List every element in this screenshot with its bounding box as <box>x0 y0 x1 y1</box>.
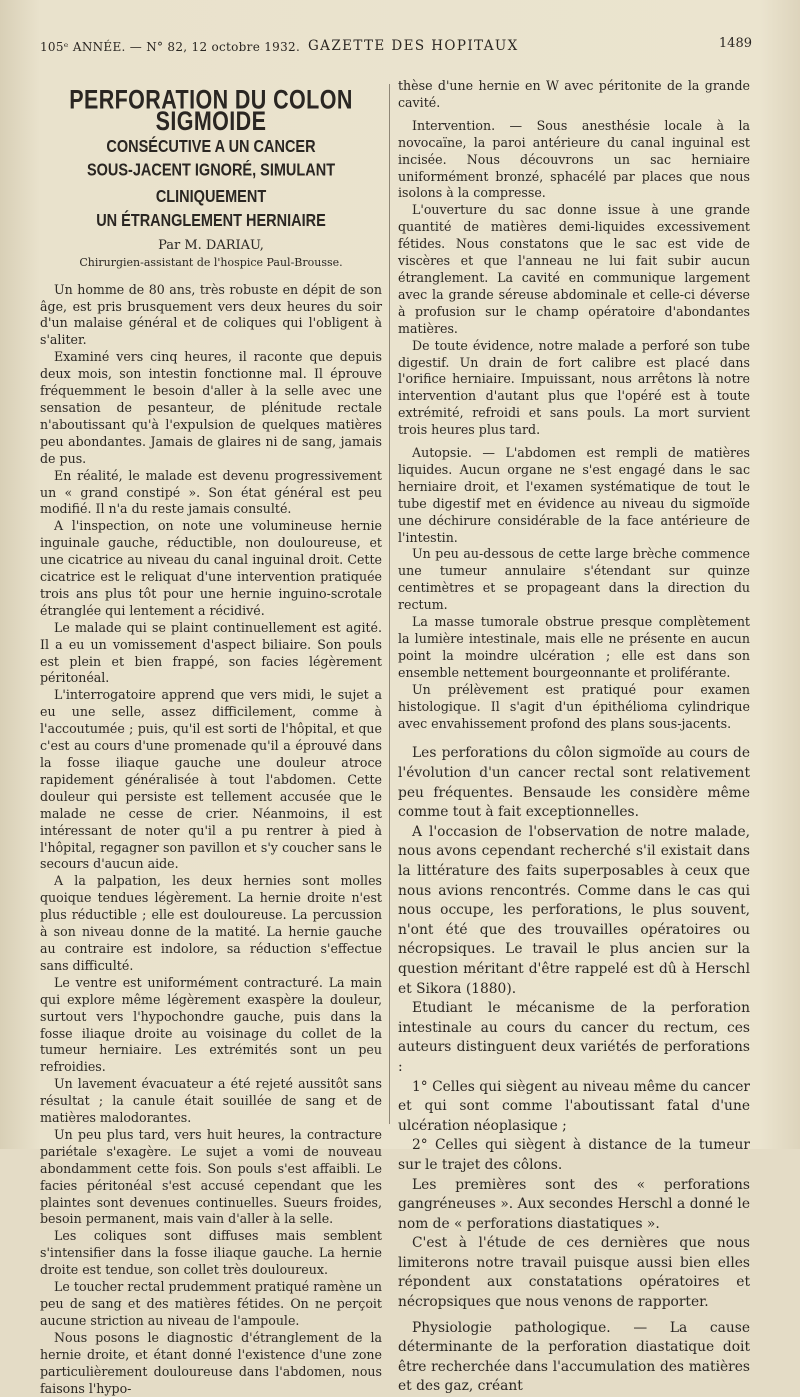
paragraph: Etudiant le mécanisme de la perforation intestinale au cours du cancer du rectum, ces auteurs distinguent deux variétés de perforations : <box>398 1000 750 1075</box>
paragraph: 2° Celles qui siègent à distance de la tumeur sur le trajet des côlons. <box>398 1137 750 1173</box>
paragraph: Nous posons le diagnostic d'étranglement de la hernie droite, et étant donné l'existence d'une zone particulièrement douloureuse dans l'abdomen, nous faisons l'hypo- <box>40 1329 382 1396</box>
paragraph: Intervention. — Sous anesthésie locale à la novocaïne, la paroi antérieure du canal inguinal est incisée. Nous découvrons un sac herniaire uniformément bronzé, sphacélé par places que nous isolons à la compresse. <box>398 117 750 201</box>
paragraph: C'est à l'étude de ces dernières que nous limiterons notre travail puisque aussi bien elles répondent aux constatations opératoires et nécropsiques que nous venons de rapporter. <box>398 1235 750 1311</box>
journal-name: GAZETTE DES HOPITAUX <box>308 38 519 54</box>
paragraph: Examiné vers cinq heures, il raconte que depuis deux mois, son intestin fonctionne mal. Il éprouve fréquemment le besoin d'aller à la selle avec une sensation de pesanteur, de plénitude rectale n'aboutissant qu'à l'expulsion de quelques matières peu abondantes. Jamais de glaires ni de sang, jamais de pus. <box>40 349 382 466</box>
paragraph: A la palpation, les deux hernies sont molles quoique tendues légèrement. La hernie droite n'est plus réductible ; elle est douloureuse. La percussion à son niveau donne de la matité. La hernie gauche au contraire est indolore, sa réduction s'effectue sans difficulté. <box>40 873 382 973</box>
paragraph: A l'occasion de l'observation de notre malade, nous avons cependant recherché s'il existait dans la littérature des faits superposables à ceux que nous avions rencontrés. Comme dans le cas qui nous occupe, les perforations, le plus souvent, n'ont été que des trouvailles opératoires ou nécropsiques. Le travail le plus ancien sur la question méritant d'être rappelé est dû à Herschl et Sikora (1880). <box>398 823 750 997</box>
right-column <box>398 78 750 1397</box>
paragraph: 1° Celles qui siègent au niveau même du cancer et qui sont comme l'aboutissant fatal d'une ulcération néoplasique ; <box>398 1078 750 1134</box>
article-subtitle-1: CONSÉCUTIVE A UN CANCER <box>106 137 316 157</box>
column-divider <box>389 84 390 1124</box>
article-subtitle-3: UN ÉTRANGLEMENT HERNIAIRE <box>96 211 326 231</box>
paragraph: Le ventre est uniformément contracturé. La main qui explore même légèrement exaspère la douleur, surtout vers l'hypochondre gauche, puis dans la fosse iliaque droite au voisinage du collet de la tumeur herniaire. Les extrémités sont un peu refroidies. <box>40 974 382 1075</box>
paragraph: La masse tumorale obstrue presque complètement la lumière intestinale, mais elle ne présente en aucun point la moindre ulcération ; elle est dans son ensemble nettement bourgeonnante et proliférante. <box>398 614 750 680</box>
paragraph: De toute évidence, notre malade a perforé son tube digestif. Un drain de fort calibre est placé dans l'orifice herniaire. Impuissant, nous arrêtons là notre intervention d'autant plus que l'opéré est à toute extrémité, refroidi et sans pouls. La mort survient trois heures plus tard. <box>398 337 750 438</box>
paragraph: L'ouverture du sac donne issue à une grande quantité de matières demi-liquides excessivement fétides. Nous constatons que le sac est vide de viscères et que l'anneau ne lui fait subir aucun étranglement. La cavité en communique largement avec la grande séreuse abdominale et celle-ci déverse à profusion sur le champ opératoire d'abondantes matières. <box>398 202 750 336</box>
paragraph: Les coliques sont diffuses mais semblent s'intensifier dans la fosse iliaque gauche. La hernie droite est tendue, son collet très douloureux. <box>40 1228 382 1278</box>
paragraph: Un lavement évacuateur a été rejeté aussitôt sans résultat ; la canule était souillée de sang et de matières malodorantes. <box>40 1076 382 1126</box>
author-affiliation: Chirurgien-assistant de l'hospice Paul-Brousse. <box>79 255 343 269</box>
issue-line: 105ᵉ ANNÉE. — N° 82, 12 octobre 1932. <box>40 40 301 54</box>
paragraph: Un homme de 80 ans, très robuste en dépit de son âge, est pris brusquement vers deux heures du soir d'un malaise général et de coliques qui l'obligent à s'aliter. <box>40 281 382 348</box>
paragraph: Les premières sont des « perforations gangréneuses ». Aux secondes Herschl a donné le nom de « perforations diastatiques ». <box>398 1176 750 1232</box>
paragraph: Un peu plus tard, vers huit heures, la contracture pariétale s'exagère. Le sujet a vomi de nouveau abondamment cette fois. Son pouls s'est affaibli. Le facies péritonéal s'est accusé cependant que les plaintes sont devenues continuelles. Sueurs froides, besoin permanent, mais vain d'aller à la selle. <box>40 1126 382 1227</box>
left-column <box>40 86 382 1397</box>
paragraph: thèse d'une hernie en W avec péritonite de la grande cavité. <box>398 78 750 110</box>
article-subtitle-2: SOUS-JACENT IGNORÉ, SIMULANT CLINIQUEMENT <box>86 161 336 207</box>
paragraph: Les perforations du côlon sigmoïde au cours de l'évolution d'un cancer rectal sont relativement peu fréquentes. Bensaude les considère même comme tout à fait exceptionnelles. <box>398 745 750 821</box>
paragraph: Le toucher rectal prudemment pratiqué ramène un peu de sang et des matières fétides. On ne perçoit aucune striction au niveau de l'ampoule. <box>40 1279 382 1328</box>
running-header <box>40 36 752 58</box>
paragraph: En réalité, le malade est devenu progressivement un « grand constipé ». Son état général est peu modifié. Il n'a du reste jamais consulté. <box>40 467 382 517</box>
paragraph: Le malade qui se plaint continuellement est agité. Il a eu un vomissement d'aspect biliaire. Son pouls est plein et bien frappé, son facies légèrement péritonéal. <box>40 619 382 686</box>
author: Par M. DARIAU, <box>158 237 264 253</box>
article-title: PERFORATION DU COLON SIGMOIDE <box>69 84 353 136</box>
discussion-section <box>398 744 750 1397</box>
paragraph: Un peu au-dessous de cette large brèche commence une tumeur annulaire s'étendant sur quinze centimètres et se propageant dans la direction du rectum. <box>398 546 750 613</box>
page-number: 1489 <box>718 36 752 51</box>
paragraph: A l'inspection, on note une volumineuse hernie inguinale gauche, réductible, non douloureuse, et une cicatrice au niveau du canal inguinal droit. Cette cicatrice est le reliquat d'une intervention pratiquée trois ans plus tôt pour une hernie inguino-scrotale étranglée qui lentement a récidivé. <box>40 518 382 618</box>
paragraph: Un prélèvement est pratiqué pour examen histologique. Il s'agit d'un épithélioma cylindrique avec envahissement profond des plans sous-jacents. <box>398 681 750 731</box>
paragraph: L'interrogatoire apprend que vers midi, le sujet a eu une selle, assez difficilement, comme à l'accoutumée ; puis, qu'il est sorti de l'hôpital, et que c'est au cours d'une promenade qu'il a éprouvé dans la fosse iliaque gauche une douleur atroce rapidement généralisée à tout l'abdomen. Cette douleur qui persiste est tellement accusée que le malade ne cesse de crier. Néanmoins, il est intéressant de noter qu'il a pu rentrer à pied à l'hôpital, regagner son pavillon et s'y coucher sans le secours d'aucun aide. <box>40 687 382 872</box>
paragraph: Physiologie pathologique. — La cause déterminante de la perforation diastatique doit être recherchée dans l'accumulation des matières et des gaz, créant <box>398 1319 750 1395</box>
paragraph: Autopsie. — L'abdomen est rempli de matières liquides. Aucun organe ne s'est engagé dans le sac herniaire droit, et l'examen systématique de tout le tube digestif met en évidence au niveau du sigmoïde une déchirure considérable de la face antérieure de l'intestin. <box>398 445 750 545</box>
